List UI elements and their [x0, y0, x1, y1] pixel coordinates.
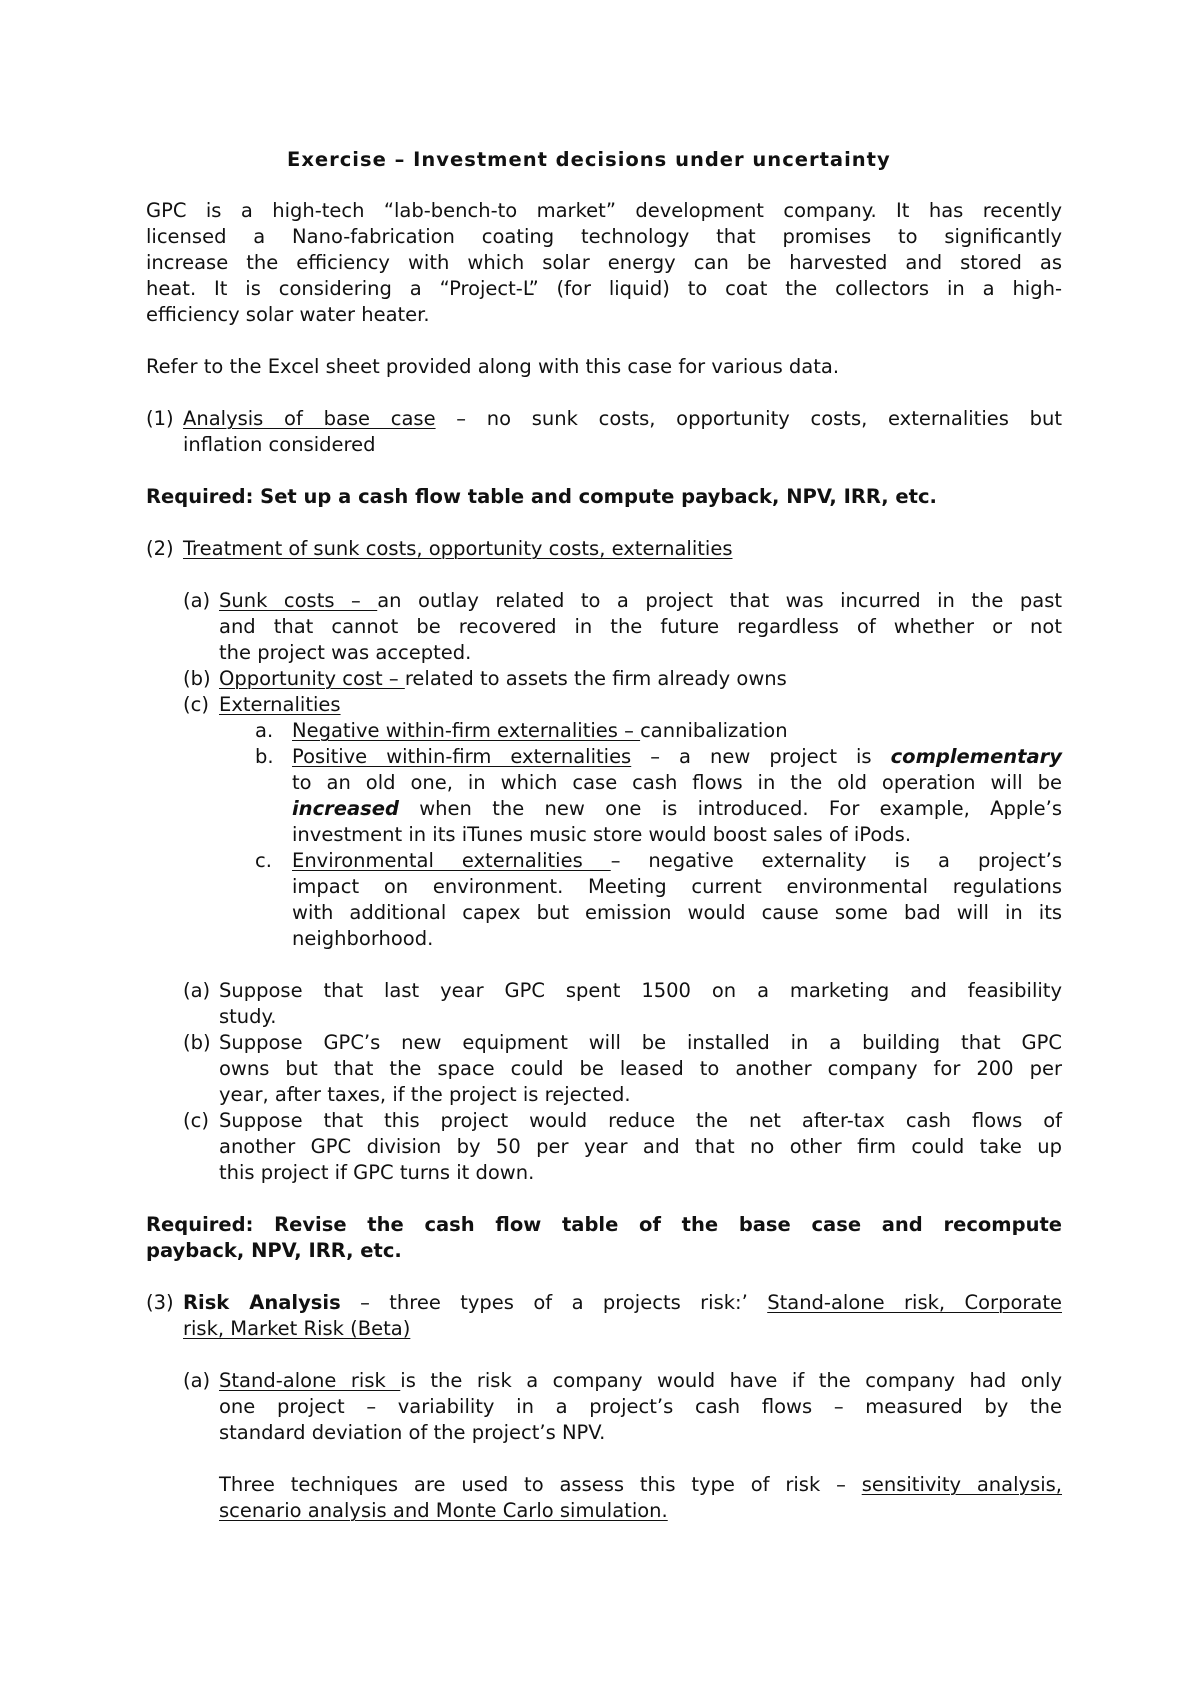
case-a-number: (a)	[183, 979, 211, 1002]
item-b-text	[219, 666, 787, 692]
section-2-heading: Treatment of sunk costs, opportunity costs, externalities	[183, 537, 733, 560]
case-a-line: study.	[219, 1005, 277, 1028]
subitem-c-heading: Environmental externalities	[292, 849, 611, 872]
case-c-line: another GPC division by 50 per year and that no other firm could take up	[219, 1135, 1062, 1158]
item-a-heading: Sunk costs –	[219, 589, 378, 612]
intro-line: heat. It is considering a “Project-L” (for liquid) to coat the collectors in a high-	[146, 277, 1062, 300]
section-1-number: (1)	[146, 407, 174, 430]
risk-a-line: standard deviation of the project’s NPV.	[219, 1421, 606, 1444]
item-a-line: the project was accepted.	[219, 641, 472, 664]
section-3-heading: Risk Analysis	[183, 1291, 341, 1314]
case-a-line: Suppose that last year GPC spent 1500 on a marketing and feasibility	[219, 979, 1062, 1002]
intro-line: efficiency solar water heater.	[146, 303, 430, 326]
subitem-b-text	[292, 744, 1062, 770]
risk-a-number: (a)	[183, 1369, 211, 1392]
item-a-line: and that cannot be recovered in the future regardless of whether or not	[219, 615, 1062, 638]
subitem-c-line: neighborhood.	[292, 927, 434, 950]
subitem-b-line: investment in its iTunes music store would boost sales of iPods.	[292, 823, 912, 846]
subitem-a-text	[292, 718, 788, 744]
required-2: Required: Revise the cash flow table of the base case and recompute	[146, 1213, 1062, 1236]
case-b-line: year, after taxes, if the project is rejected.	[219, 1083, 631, 1106]
case-b-number: (b)	[183, 1031, 211, 1054]
required-2-line: payback, NPV, IRR, etc.	[146, 1239, 402, 1262]
subitem-c-text	[292, 848, 1062, 874]
risk-a-rest: is the risk a company would have if the company had only	[400, 1369, 1062, 1392]
subitem-a-rest: cannibalization	[640, 719, 788, 742]
subitem-c-line: with additional capex but emission would cause some bad will in its	[292, 901, 1062, 924]
case-b-line: owns but that the space could be leased to another company for 200 per	[219, 1057, 1062, 1080]
subitem-a-heading: Negative within-firm externalities –	[292, 719, 641, 742]
subitem-a-number: a.	[255, 719, 274, 742]
case-c-line: this project if GPC turns it down.	[219, 1161, 535, 1184]
intro-line: increase the efficiency with which solar energy can be harvested and stored as	[146, 251, 1062, 274]
subitem-b-line-rest: when the new one is introduced. For example, Apple’s	[398, 797, 1062, 820]
section-2-number: (2)	[146, 537, 174, 560]
item-a-text	[219, 588, 1062, 614]
risk-techniques-text: Three techniques are used to assess this type of risk –	[219, 1473, 862, 1496]
section-1-text	[183, 406, 1062, 432]
subitem-b-heading: Positive within-firm externalities	[292, 745, 632, 768]
refer-text: Refer to the Excel sheet provided along with this case for various data.	[146, 355, 840, 378]
page-title: Exercise – Investment decisions under uncertainty	[287, 148, 891, 171]
section-1-heading: Analysis of base case	[183, 407, 436, 430]
risk-a-heading: Stand-alone risk	[219, 1369, 401, 1392]
subitem-b-number: b.	[255, 745, 274, 768]
risk-techniques	[219, 1472, 1062, 1498]
risk-a-line: one project – variability in a project’s cash flows – measured by the	[219, 1395, 1062, 1418]
section-1-rest: – no sunk costs, opportunity costs, externalities but	[435, 407, 1062, 430]
subitem-b-line: to an old one, in which case cash flows in the old operation will be	[292, 771, 1062, 794]
subitem-b-emphasis: increased	[292, 797, 399, 820]
item-b-rest: related to assets the firm already owns	[404, 667, 787, 690]
subitem-c-rest: – negative externality is a project’s	[610, 849, 1062, 872]
risk-techniques-line: scenario analysis and Monte Carlo simulation.	[219, 1499, 668, 1522]
subitem-c-number: c.	[255, 849, 272, 872]
section-3-risk-types: Stand-alone risk, Corporate	[767, 1291, 1062, 1314]
intro-line: GPC is a high-tech “lab-bench-to market” development company. It has recently	[146, 199, 1062, 222]
section-3-rest: – three types of a projects risk:’	[340, 1291, 768, 1314]
case-b-line: Suppose GPC’s new equipment will be installed in a building that GPC	[219, 1031, 1062, 1054]
required-1: Required: Set up a cash flow table and compute payback, NPV, IRR, etc.	[146, 485, 937, 508]
risk-a-text	[219, 1368, 1062, 1394]
section-1-continuation: inflation considered	[183, 433, 376, 456]
subitem-b-emphasis: complementary	[890, 745, 1062, 768]
item-a-number: (a)	[183, 589, 211, 612]
case-c-line: Suppose that this project would reduce the net after-tax cash flows of	[219, 1109, 1062, 1132]
case-c-number: (c)	[183, 1109, 209, 1132]
section-3-risk-types-cont: risk, Market Risk (Beta)	[183, 1317, 411, 1340]
item-b-number: (b)	[183, 667, 211, 690]
item-c-heading: Externalities	[219, 693, 341, 716]
section-3-number: (3)	[146, 1291, 174, 1314]
subitem-b-rest: – a new project is	[631, 745, 891, 768]
item-b-heading: Opportunity cost –	[219, 667, 405, 690]
item-a-rest: an outlay related to a project that was incurred in the past	[377, 589, 1063, 612]
risk-techniques-link: sensitivity analysis,	[861, 1473, 1062, 1496]
subitem-b-line	[292, 796, 1062, 822]
intro-line: licensed a Nano-fabrication coating technology that promises to significantly	[146, 225, 1062, 248]
item-c-number: (c)	[183, 693, 209, 716]
subitem-c-line: impact on environment. Meeting current environmental regulations	[292, 875, 1062, 898]
section-3-text	[183, 1290, 1062, 1316]
